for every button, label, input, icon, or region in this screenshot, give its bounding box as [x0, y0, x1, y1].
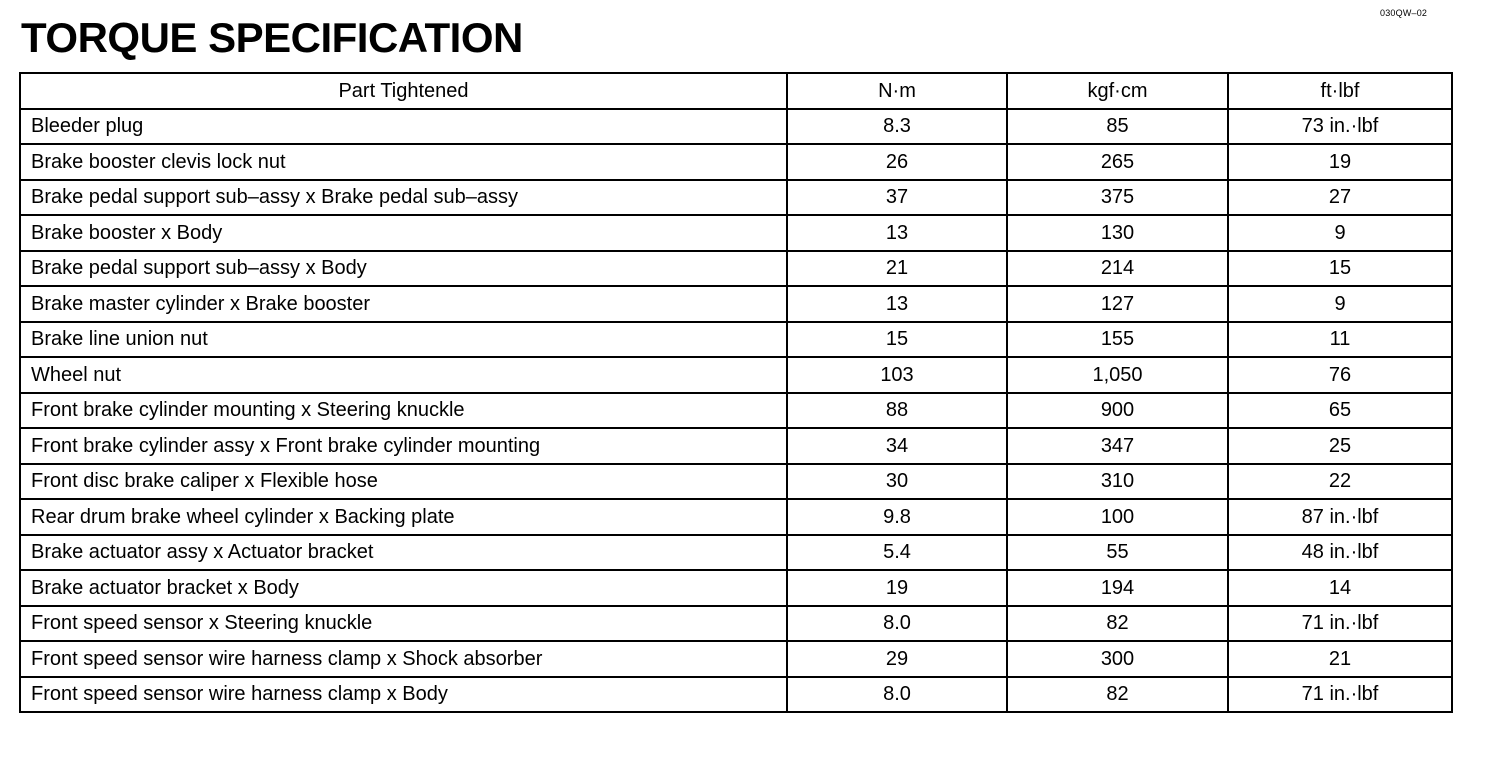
cell-kgf-cm: 1,050 [1007, 357, 1228, 393]
cell-kgf-cm: 130 [1007, 215, 1228, 251]
cell-kgf-cm: 347 [1007, 428, 1228, 464]
cell-part-tightened: Front brake cylinder assy x Front brake cylinder mounting [20, 428, 787, 464]
document-code: 030QW–02 [1380, 8, 1428, 18]
cell-nm: 37 [787, 180, 1007, 216]
cell-part-tightened: Brake booster x Body [20, 215, 787, 251]
table-row [20, 393, 1452, 429]
cell-part-tightened: Rear drum brake wheel cylinder x Backing plate [20, 499, 787, 535]
table-row [20, 570, 1452, 606]
table-row [20, 464, 1452, 500]
cell-nm: 15 [787, 322, 1007, 358]
cell-part-tightened: Brake pedal support sub–assy x Body [20, 251, 787, 287]
cell-nm: 88 [787, 393, 1007, 429]
cell-ft-lbf: 71 in.·lbf [1228, 606, 1452, 642]
cell-part-tightened: Brake booster clevis lock nut [20, 144, 787, 180]
cell-kgf-cm: 194 [1007, 570, 1228, 606]
cell-nm: 9.8 [787, 499, 1007, 535]
cell-kgf-cm: 100 [1007, 499, 1228, 535]
cell-kgf-cm: 375 [1007, 180, 1228, 216]
cell-ft-lbf: 76 [1228, 357, 1452, 393]
cell-kgf-cm: 82 [1007, 606, 1228, 642]
table-row [20, 428, 1452, 464]
table-row [20, 215, 1452, 251]
cell-nm: 13 [787, 215, 1007, 251]
cell-nm: 34 [787, 428, 1007, 464]
cell-ft-lbf: 48 in.·lbf [1228, 535, 1452, 571]
cell-ft-lbf: 21 [1228, 641, 1452, 677]
cell-nm: 29 [787, 641, 1007, 677]
table-row [20, 109, 1452, 145]
cell-nm: 8.0 [787, 677, 1007, 713]
cell-kgf-cm: 85 [1007, 109, 1228, 145]
header-part-tightened: Part Tightened [20, 73, 787, 109]
cell-nm: 30 [787, 464, 1007, 500]
cell-part-tightened: Brake actuator bracket x Body [20, 570, 787, 606]
cell-ft-lbf: 25 [1228, 428, 1452, 464]
table-row [20, 641, 1452, 677]
cell-ft-lbf: 15 [1228, 251, 1452, 287]
table-row [20, 251, 1452, 287]
cell-kgf-cm: 55 [1007, 535, 1228, 571]
cell-ft-lbf: 65 [1228, 393, 1452, 429]
table-row [20, 606, 1452, 642]
cell-nm: 26 [787, 144, 1007, 180]
cell-kgf-cm: 214 [1007, 251, 1228, 287]
cell-ft-lbf: 87 in.·lbf [1228, 499, 1452, 535]
cell-kgf-cm: 155 [1007, 322, 1228, 358]
cell-nm: 8.3 [787, 109, 1007, 145]
header-ft-lbf: ft·lbf [1228, 73, 1452, 109]
cell-nm: 21 [787, 251, 1007, 287]
cell-ft-lbf: 9 [1228, 286, 1452, 322]
cell-part-tightened: Wheel nut [20, 357, 787, 393]
cell-kgf-cm: 127 [1007, 286, 1228, 322]
cell-part-tightened: Brake pedal support sub–assy x Brake pedal sub–assy [20, 180, 787, 216]
cell-part-tightened: Front speed sensor wire harness clamp x Body [20, 677, 787, 713]
cell-part-tightened: Brake line union nut [20, 322, 787, 358]
cell-kgf-cm: 82 [1007, 677, 1228, 713]
cell-ft-lbf: 73 in.·lbf [1228, 109, 1452, 145]
cell-ft-lbf: 71 in.·lbf [1228, 677, 1452, 713]
table-row [20, 677, 1452, 713]
table-body [20, 109, 1452, 713]
cell-ft-lbf: 19 [1228, 144, 1452, 180]
cell-ft-lbf: 9 [1228, 215, 1452, 251]
cell-kgf-cm: 300 [1007, 641, 1228, 677]
cell-kgf-cm: 310 [1007, 464, 1228, 500]
cell-nm: 13 [787, 286, 1007, 322]
table-row [20, 499, 1452, 535]
table-row [20, 144, 1452, 180]
table-row [20, 357, 1452, 393]
table-header-row [20, 73, 1452, 109]
cell-part-tightened: Front speed sensor x Steering knuckle [20, 606, 787, 642]
cell-nm: 103 [787, 357, 1007, 393]
cell-part-tightened: Front brake cylinder mounting x Steering knuckle [20, 393, 787, 429]
cell-kgf-cm: 900 [1007, 393, 1228, 429]
cell-ft-lbf: 27 [1228, 180, 1452, 216]
cell-part-tightened: Brake master cylinder x Brake booster [20, 286, 787, 322]
cell-nm: 5.4 [787, 535, 1007, 571]
cell-part-tightened: Bleeder plug [20, 109, 787, 145]
header-nm: N·m [787, 73, 1007, 109]
page-title: TORQUE SPECIFICATION [21, 14, 523, 61]
torque-spec-table [19, 72, 1453, 713]
cell-part-tightened: Brake actuator assy x Actuator bracket [20, 535, 787, 571]
cell-kgf-cm: 265 [1007, 144, 1228, 180]
cell-nm: 8.0 [787, 606, 1007, 642]
cell-ft-lbf: 11 [1228, 322, 1452, 358]
header-kgf-cm: kgf·cm [1007, 73, 1228, 109]
cell-nm: 19 [787, 570, 1007, 606]
cell-part-tightened: Front disc brake caliper x Flexible hose [20, 464, 787, 500]
cell-ft-lbf: 14 [1228, 570, 1452, 606]
table-row [20, 286, 1452, 322]
table-row [20, 322, 1452, 358]
cell-ft-lbf: 22 [1228, 464, 1452, 500]
table-row [20, 180, 1452, 216]
cell-part-tightened: Front speed sensor wire harness clamp x Shock absorber [20, 641, 787, 677]
table-row [20, 535, 1452, 571]
